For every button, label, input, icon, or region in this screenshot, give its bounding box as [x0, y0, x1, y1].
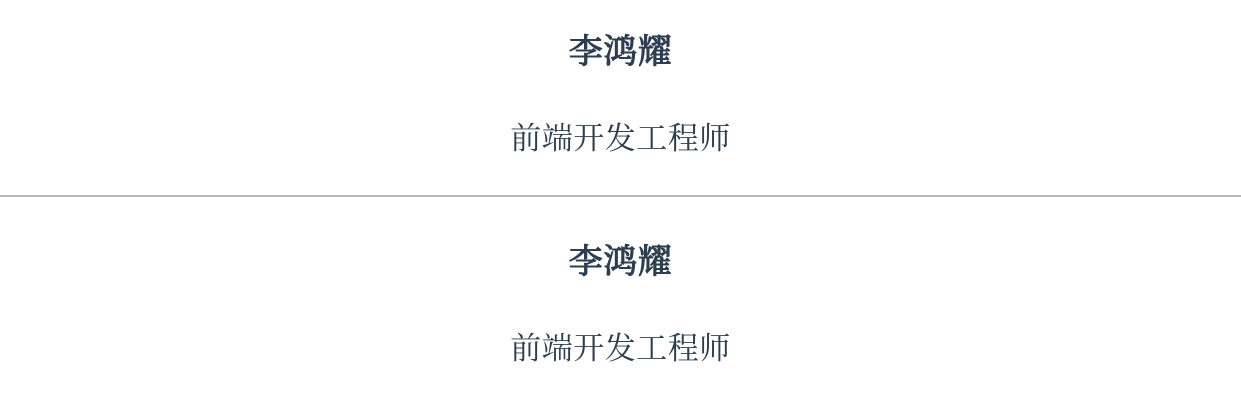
- profile-title: 前端开发工程师: [510, 331, 731, 367]
- divider: [0, 195, 1241, 197]
- profile-name: 李鸿耀: [568, 242, 673, 282]
- profile-title: 前端开发工程师: [510, 121, 731, 157]
- profile-name: 李鸿耀: [568, 32, 673, 72]
